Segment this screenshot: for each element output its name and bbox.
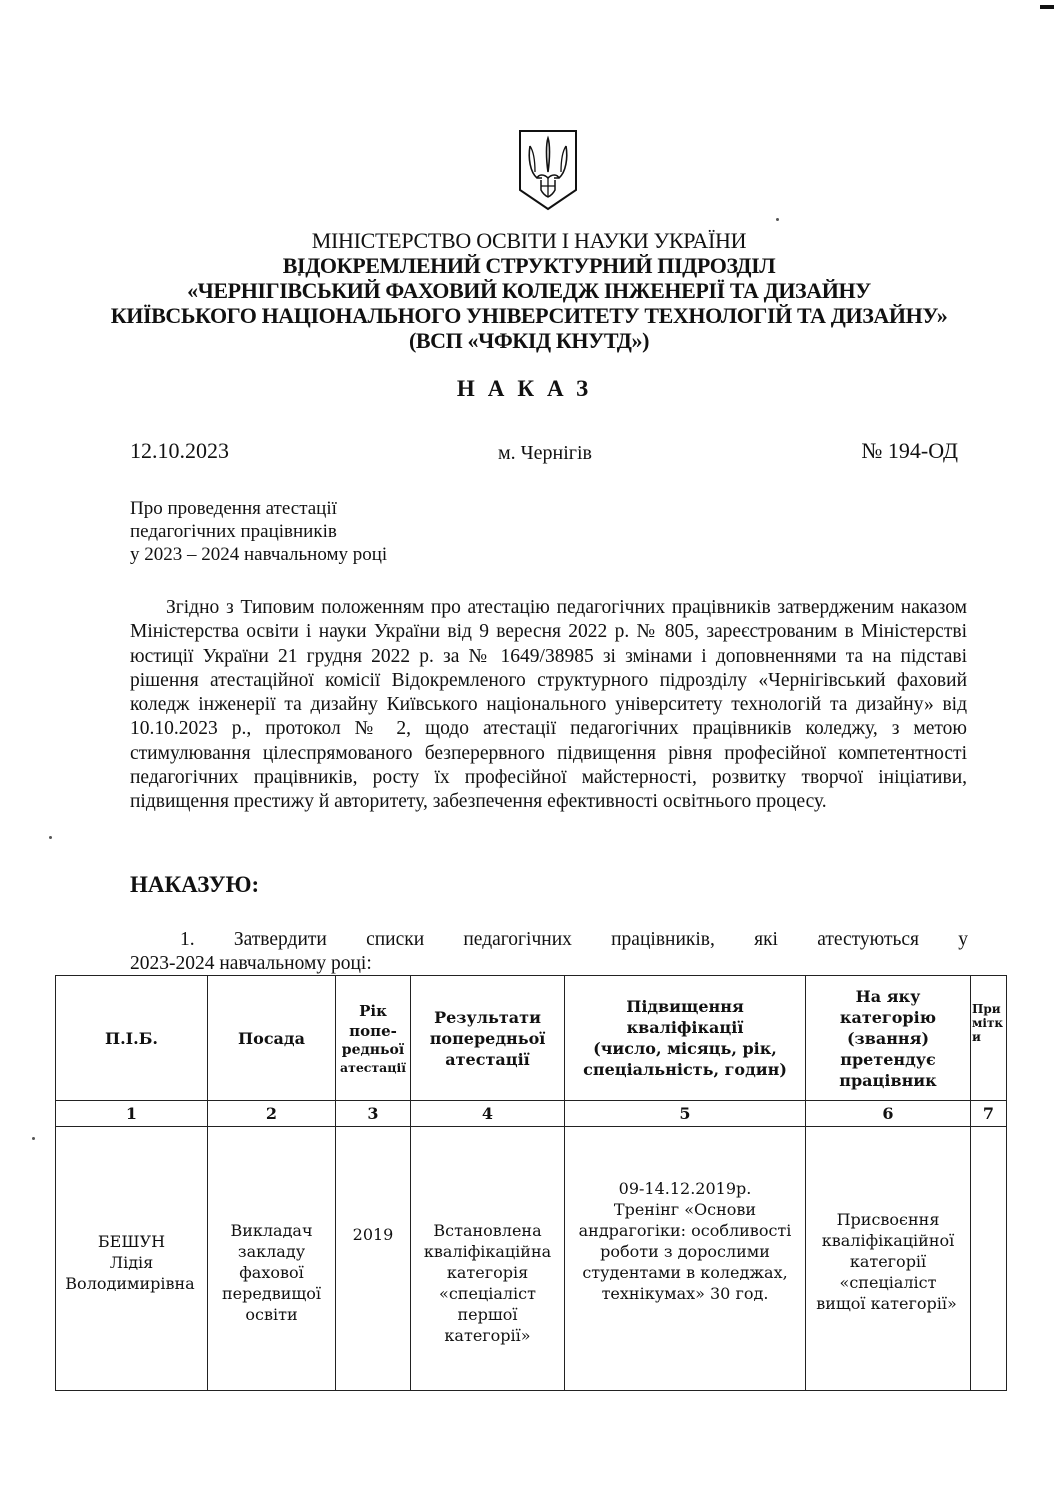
column-number: 6	[806, 1101, 971, 1127]
ministry-name: МІНІСТЕРСТВО ОСВІТИ І НАУКИ УКРАЇНИ	[311, 228, 747, 253]
item-word: атестуються	[817, 929, 920, 950]
order-item-1	[130, 928, 968, 976]
header-qualification-upgrade: Підвищення кваліфікації (число, місяць, рік, спеціальність, годин)	[565, 976, 806, 1101]
cell-notes	[971, 1127, 1007, 1391]
header-target-category: На яку категорію (звання) претендує працівник	[806, 976, 971, 1101]
column-number: 1	[56, 1101, 208, 1127]
header-position: Посада	[208, 976, 336, 1101]
unit-name: ВІДОКРЕМЛЕНИЙ СТРУКТУРНИЙ ПІДРОЗДІЛ	[282, 253, 776, 278]
table-header-row	[56, 976, 1007, 1101]
header-prev-attestation-year: Рік попе- редньої атестації	[336, 976, 411, 1101]
item-word: працівників,	[611, 929, 715, 950]
order-city: м. Чернігів	[498, 442, 592, 464]
column-number-row	[56, 1101, 1007, 1127]
order-meta	[130, 438, 958, 468]
document-title: НАКАЗ	[456, 376, 602, 401]
column-number: 5	[565, 1101, 806, 1127]
order-date: 12.10.2023	[130, 438, 229, 463]
cell-qualification: 09-14.12.2019р. Тренінг «Основи андрагогіки: особливості роботи з дорослими студентами в коледжах, технікумах» 30 год.	[565, 1127, 806, 1391]
column-number: 7	[971, 1101, 1007, 1127]
header-prev-attestation-result: Результати попередньої атестації	[411, 976, 565, 1101]
column-number: 2	[208, 1101, 336, 1127]
attestation-table	[55, 975, 1007, 1391]
cell-full-name: БЕШУН Лідія Володимирівна	[56, 1127, 208, 1391]
institution-header	[0, 228, 1058, 353]
item-word: педагогічних	[463, 929, 572, 950]
subject-line: Про проведення атестації	[130, 498, 337, 519]
column-number: 3	[336, 1101, 411, 1127]
order-verb-heading: НАКАЗУЮ:	[130, 872, 260, 897]
college-name-line-2: КИЇВСЬКОГО НАЦІОНАЛЬНОГО УНІВЕРСИТЕТУ ТЕХНОЛОГІЙ ТА ДИЗАЙНУ»	[110, 303, 948, 328]
scan-speck	[776, 218, 779, 221]
column-number: 4	[411, 1101, 565, 1127]
cell-prev-year: 2019	[336, 1127, 411, 1391]
cell-position: Викладач закладу фахової передвищої освіти	[208, 1127, 336, 1391]
item-word: Затвердити	[233, 929, 327, 950]
cell-prev-result: Встановлена кваліфікаційна категорія «спеціаліст першої категорії»	[411, 1127, 565, 1391]
item-word: у	[958, 929, 968, 950]
item-1-second-line: 2023-2024 навчальному році:	[130, 953, 372, 974]
cell-target-category: Присвоєння кваліфікаційної категорії «спеціаліст вищої категорії»	[806, 1127, 971, 1391]
item-number: 1.	[180, 929, 195, 950]
ukraine-trident-emblem-icon	[517, 128, 579, 212]
college-name-line-1: «ЧЕРНІГІВСЬКИЙ ФАХОВИЙ КОЛЕДЖ ІНЖЕНЕРІЇ ТА ДИЗАЙНУ	[187, 278, 871, 303]
item-word: які	[754, 929, 778, 950]
institution-abbreviation: (ВСП «ЧФКІД КНУТД»)	[408, 328, 650, 353]
header-full-name: П.І.Б.	[56, 976, 208, 1101]
order-subject	[130, 497, 530, 566]
subject-line: у 2023 – 2024 навчальному році	[130, 544, 388, 565]
scan-speck	[32, 1137, 35, 1140]
item-1-first-line	[130, 928, 968, 952]
scan-artifact	[1040, 5, 1054, 9]
header-notes: При мітк и	[971, 976, 1007, 1101]
table-row	[56, 1127, 1007, 1391]
subject-line: педагогічних працівників	[130, 521, 337, 542]
order-number: № 194-ОД	[861, 438, 958, 463]
item-word: списки	[366, 929, 425, 950]
preamble-paragraph: Згідно з Типовим положенням про атестацію педагогічних працівників затвердженим наказом Міністерства освіти і науки України від 9 вересня 2022 р. № 805, зареєстрованим в Міністерстві юстиції України 21 грудня 2022 р. за № 1649/38985 зі змінами і доповненнями та на підставі рішення атестаційної комісії Відокремленого структурного підрозділу «Чернігівський фаховий коледж інженерії та дизайну Київського національного університету технологій та дизайну» від 10.10.2023 р., протокол № 2, щодо атестації педагогічних працівників коледжу, з метою стимулювання цілеспрямованого безперервного підвищення рівня професійної компетентності педагогічних працівників, росту їх професійної майстерності, розвитку творчої ініціативи, підвищення престижу й авторитету, забезпечення ефективності освітнього процесу.	[130, 597, 967, 813]
scan-speck	[49, 836, 52, 839]
